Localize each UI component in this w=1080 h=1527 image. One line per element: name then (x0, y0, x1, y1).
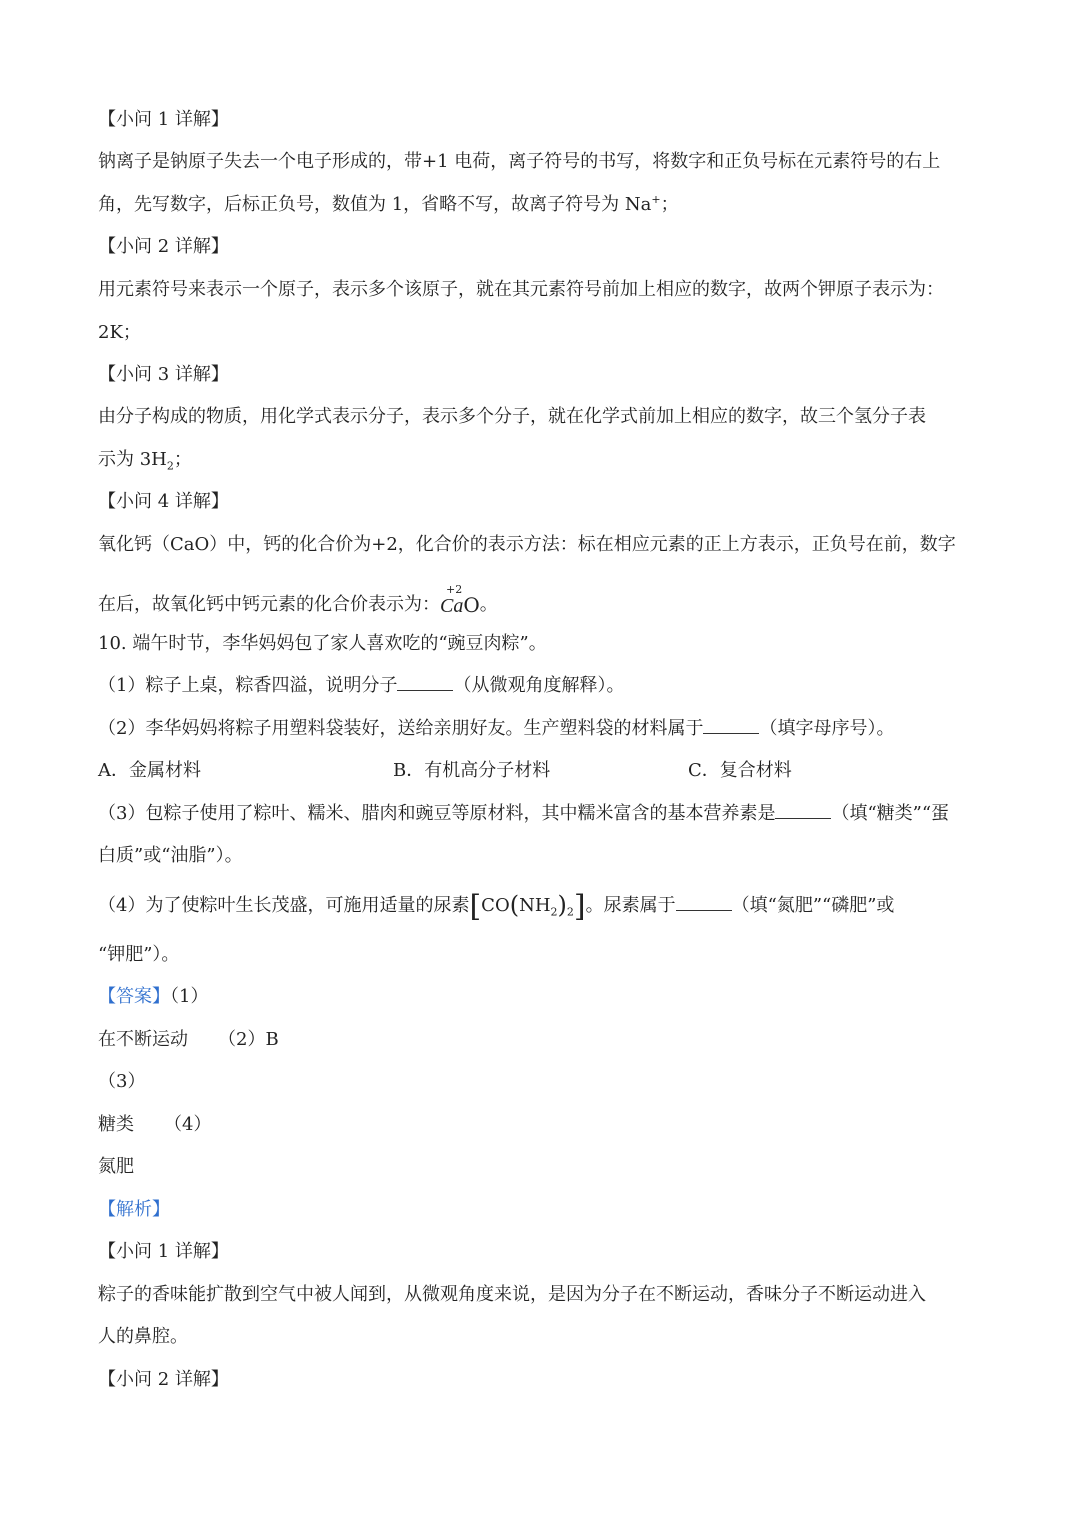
text: ； (660, 194, 679, 215)
text: （填字母序号）。 (759, 718, 895, 739)
subscript: 2 (566, 905, 574, 919)
paragraph (98, 449, 192, 471)
answer-blank (397, 676, 453, 691)
question-part (98, 889, 895, 924)
valence: +2 (446, 583, 463, 596)
option-b: B．有机高分子材料 (393, 760, 551, 781)
option-a: A．金属材料 (98, 760, 201, 781)
bracket: [ (469, 889, 482, 924)
text: （2）李华妈妈将粽子用塑料袋装好，送给亲朋好友。生产塑料袋的材料属于 (98, 718, 704, 739)
paragraph: 粽子的香味能扩散到空气中被人闻到，从微观角度来说，是因为分子在不断运动，香味分子不断运动进入 (98, 1284, 926, 1305)
subheading: 【小问 1 详解】 (98, 1241, 229, 1262)
answer-line (98, 1114, 211, 1136)
answer-line: 氮肥 (98, 1156, 134, 1177)
text: （1）粽子上桌，粽香四溢，说明分子 (98, 675, 398, 696)
paragraph: 由分子构成的物质，用化学式表示分子，表示多个分子，就在化学式前加上相应的数字，故三个氢分子表 (98, 406, 926, 427)
answer-line: （3） (98, 1071, 146, 1092)
paragraph: 氧化钙（CaO）中，钙的化合价为+2，化合价的表示方法：标在相应元素的正上方表示，正负号在前，数字 (98, 534, 956, 555)
option-c: C．复合材料 (688, 760, 792, 781)
answer-blank (676, 896, 732, 911)
paragraph: 钠离子是钠原子失去一个电子形成的，带+1 电荷，离子符号的书写，将数字和正负号标在元素符号的右上 (98, 151, 941, 172)
cao-formula (440, 584, 480, 616)
text: 。 (479, 594, 498, 615)
paragraph (98, 584, 498, 616)
subheading: 【小问 1 详解】 (98, 109, 229, 130)
text: （4） (164, 1114, 212, 1135)
text: （填“糖类”“蛋 (831, 803, 950, 824)
paragraph: 人的鼻腔。 (98, 1326, 188, 1347)
paren: ( (509, 891, 520, 919)
text: （填“氮肥”“磷肥”或 (731, 895, 895, 916)
text: （1） (170, 986, 209, 1007)
question-title: 10. 端午时节，李华妈妈包了家人喜欢吃的“豌豆肉粽”。 (98, 633, 547, 654)
cao-row (440, 595, 480, 616)
text: 糖类 (98, 1114, 134, 1135)
text: （从微观角度解释）。 (453, 675, 625, 696)
formula: CO (481, 895, 510, 916)
paren: ) (557, 891, 567, 919)
question-part (98, 803, 949, 825)
text: ； (173, 449, 192, 470)
text: 角，先写数字，后标正负号，数值为 1，省略不写，故离子符号为 Na (98, 194, 652, 215)
superscript: + (651, 193, 661, 206)
subscript: 2 (550, 905, 558, 919)
text: （3）包粽子使用了粽叶、糯米、腊肉和豌豆等原材料，其中糯米富含的基本营养素是 (98, 803, 776, 824)
text: （2）B (218, 1029, 279, 1050)
answer-line (98, 986, 208, 1008)
formula: NH (519, 895, 551, 916)
question-part (98, 675, 624, 697)
question-part (98, 718, 894, 740)
subheading: 【小问 2 详解】 (98, 1369, 229, 1390)
analysis-tag: 【解析】 (98, 1199, 170, 1220)
element: O (463, 593, 480, 617)
subheading: 【小问 4 详解】 (98, 491, 229, 512)
answer-tag: 【答案】 (98, 986, 170, 1007)
text: （4）为了使粽叶生长茂盛，可施用适量的尿素 (98, 895, 470, 916)
text: 在后，故氧化钙中钙元素的化合价表示为： (98, 594, 440, 615)
paragraph: 白质”或“油脂”）。 (98, 845, 243, 866)
paragraph: “钾肥”）。 (98, 944, 180, 965)
paragraph (98, 194, 679, 216)
subheading: 【小问 3 详解】 (98, 364, 229, 385)
text: 示为 3H (98, 449, 167, 470)
bracket: ] (573, 889, 586, 924)
answer-blank (775, 804, 831, 819)
subscript: 2 (166, 459, 174, 473)
paragraph: 用元素符号来表示一个原子，表示多个该原子，就在其元素符号前加上相应的数字，故两个钾原子表示为： (98, 279, 944, 300)
answer-blank (703, 719, 759, 734)
text: 在不断运动 (98, 1029, 188, 1050)
answer-line (98, 1029, 279, 1051)
paragraph: 2K； (98, 322, 141, 343)
text: 。尿素属于 (585, 895, 676, 916)
element: Ca (440, 595, 464, 617)
subheading: 【小问 2 详解】 (98, 236, 229, 257)
